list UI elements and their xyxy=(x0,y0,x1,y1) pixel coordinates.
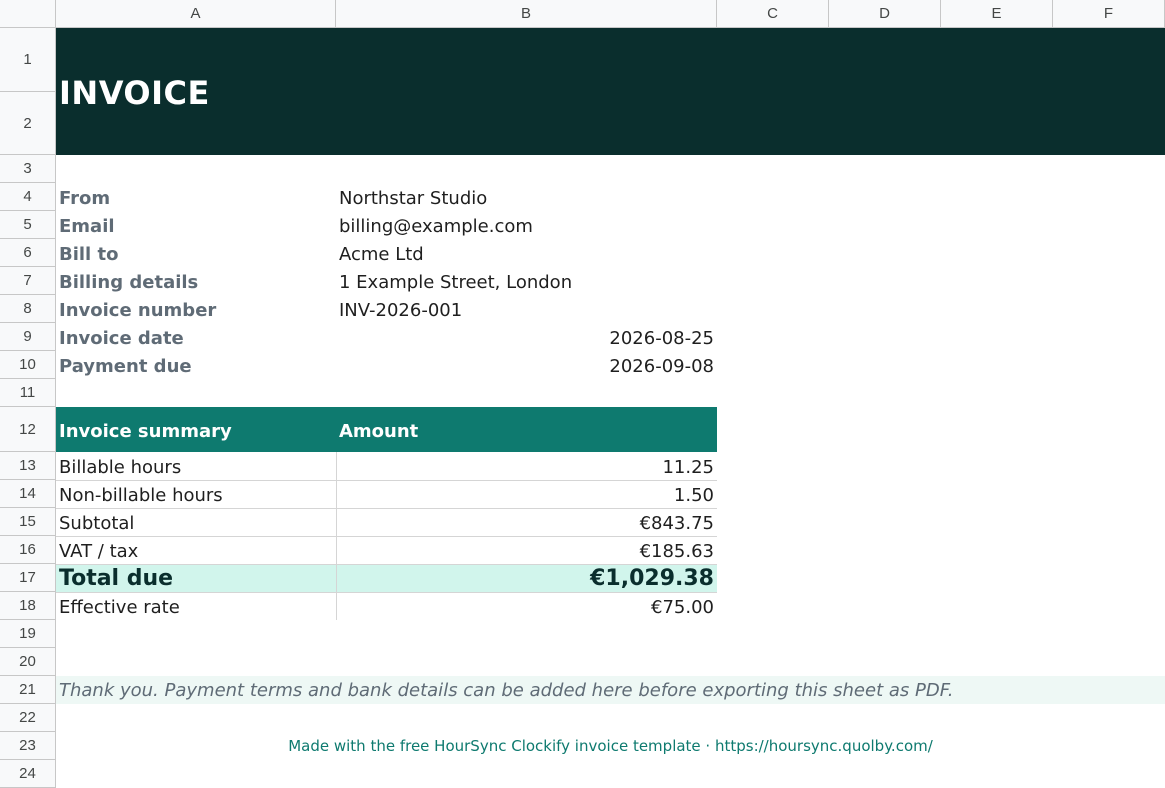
row-header-15[interactable]: 15 xyxy=(0,508,56,536)
column-header-f[interactable]: F xyxy=(1053,0,1165,28)
column-header-d[interactable]: D xyxy=(829,0,941,28)
row-header-3[interactable]: 3 xyxy=(0,155,56,183)
effective-rate-value[interactable]: €75.00 xyxy=(651,597,714,618)
row-header-20[interactable]: 20 xyxy=(0,648,56,676)
row-header-1[interactable]: 1 xyxy=(0,28,56,92)
column-header-e[interactable]: E xyxy=(941,0,1053,28)
row-header-7[interactable]: 7 xyxy=(0,267,56,295)
row-header-12[interactable]: 12 xyxy=(0,407,56,452)
billable-hours-label[interactable]: Billable hours xyxy=(59,457,182,478)
total-due-label[interactable]: Total due xyxy=(59,565,174,591)
row-header-22[interactable]: 22 xyxy=(0,704,56,732)
row-header-9[interactable]: 9 xyxy=(0,323,56,351)
select-all-corner[interactable] xyxy=(0,0,56,28)
payment-due-label[interactable]: Payment due xyxy=(59,356,192,377)
from-label[interactable]: From xyxy=(59,188,111,209)
row-header-14[interactable]: 14 xyxy=(0,480,56,508)
total-due-value[interactable]: €1,029.38 xyxy=(590,565,714,591)
row-header-11[interactable]: 11 xyxy=(0,379,56,407)
email-label[interactable]: Email xyxy=(59,216,115,237)
column-header-a[interactable]: A xyxy=(56,0,336,28)
invoice-title: INVOICE xyxy=(59,74,210,112)
row-header-6[interactable]: 6 xyxy=(0,239,56,267)
row-header-19[interactable]: 19 xyxy=(0,620,56,648)
invoice-date-value[interactable]: 2026-08-25 xyxy=(609,328,714,349)
billing-details-value[interactable]: 1 Example Street, London xyxy=(339,272,573,293)
row-header-16[interactable]: 16 xyxy=(0,536,56,564)
bill-to-value[interactable]: Acme Ltd xyxy=(339,244,424,265)
invoice-number-value[interactable]: INV-2026-001 xyxy=(339,300,463,321)
payment-due-value[interactable]: 2026-09-08 xyxy=(609,356,714,377)
row-header-10[interactable]: 10 xyxy=(0,351,56,379)
vat-label[interactable]: VAT / tax xyxy=(59,541,139,562)
bill-to-label[interactable]: Bill to xyxy=(59,244,119,265)
column-header-b[interactable]: B xyxy=(336,0,717,28)
column-header-row xyxy=(0,0,1165,28)
row-header-18[interactable]: 18 xyxy=(0,592,56,620)
subtotal-label[interactable]: Subtotal xyxy=(59,513,135,534)
row-header-2[interactable]: 2 xyxy=(0,92,56,155)
row-header-13[interactable]: 13 xyxy=(0,452,56,480)
row-header-8[interactable]: 8 xyxy=(0,295,56,323)
invoice-number-label[interactable]: Invoice number xyxy=(59,300,217,321)
from-value[interactable]: Northstar Studio xyxy=(339,188,488,209)
template-footer[interactable]: Made with the free HourSync Clockify invoice template · https://hoursync.quolby.com/ xyxy=(288,737,933,755)
row-header-21[interactable]: 21 xyxy=(0,676,56,704)
row-header-24[interactable]: 24 xyxy=(0,760,56,788)
billing-details-label[interactable]: Billing details xyxy=(59,272,199,293)
summary-header-amount[interactable]: Amount xyxy=(339,421,419,442)
non-billable-hours-value[interactable]: 1.50 xyxy=(673,485,714,506)
summary-header-label[interactable]: Invoice summary xyxy=(59,421,232,442)
billable-hours-value[interactable]: 11.25 xyxy=(662,457,714,478)
effective-rate-label[interactable]: Effective rate xyxy=(59,597,180,618)
row-header-4[interactable]: 4 xyxy=(0,183,56,211)
invoice-banner[interactable] xyxy=(56,28,1165,155)
non-billable-hours-label[interactable]: Non-billable hours xyxy=(59,485,223,506)
row-header-5[interactable]: 5 xyxy=(0,211,56,239)
vat-value[interactable]: €185.63 xyxy=(639,541,714,562)
email-value[interactable]: billing@example.com xyxy=(339,216,533,237)
thank-you-note[interactable]: Thank you. Payment terms and bank details can be added here before exporting this sheet as PDF. xyxy=(59,679,954,701)
row-header-17[interactable]: 17 xyxy=(0,564,56,592)
row-header-23[interactable]: 23 xyxy=(0,732,56,760)
subtotal-value[interactable]: €843.75 xyxy=(639,513,714,534)
invoice-date-label[interactable]: Invoice date xyxy=(59,328,184,349)
column-header-c[interactable]: C xyxy=(717,0,829,28)
